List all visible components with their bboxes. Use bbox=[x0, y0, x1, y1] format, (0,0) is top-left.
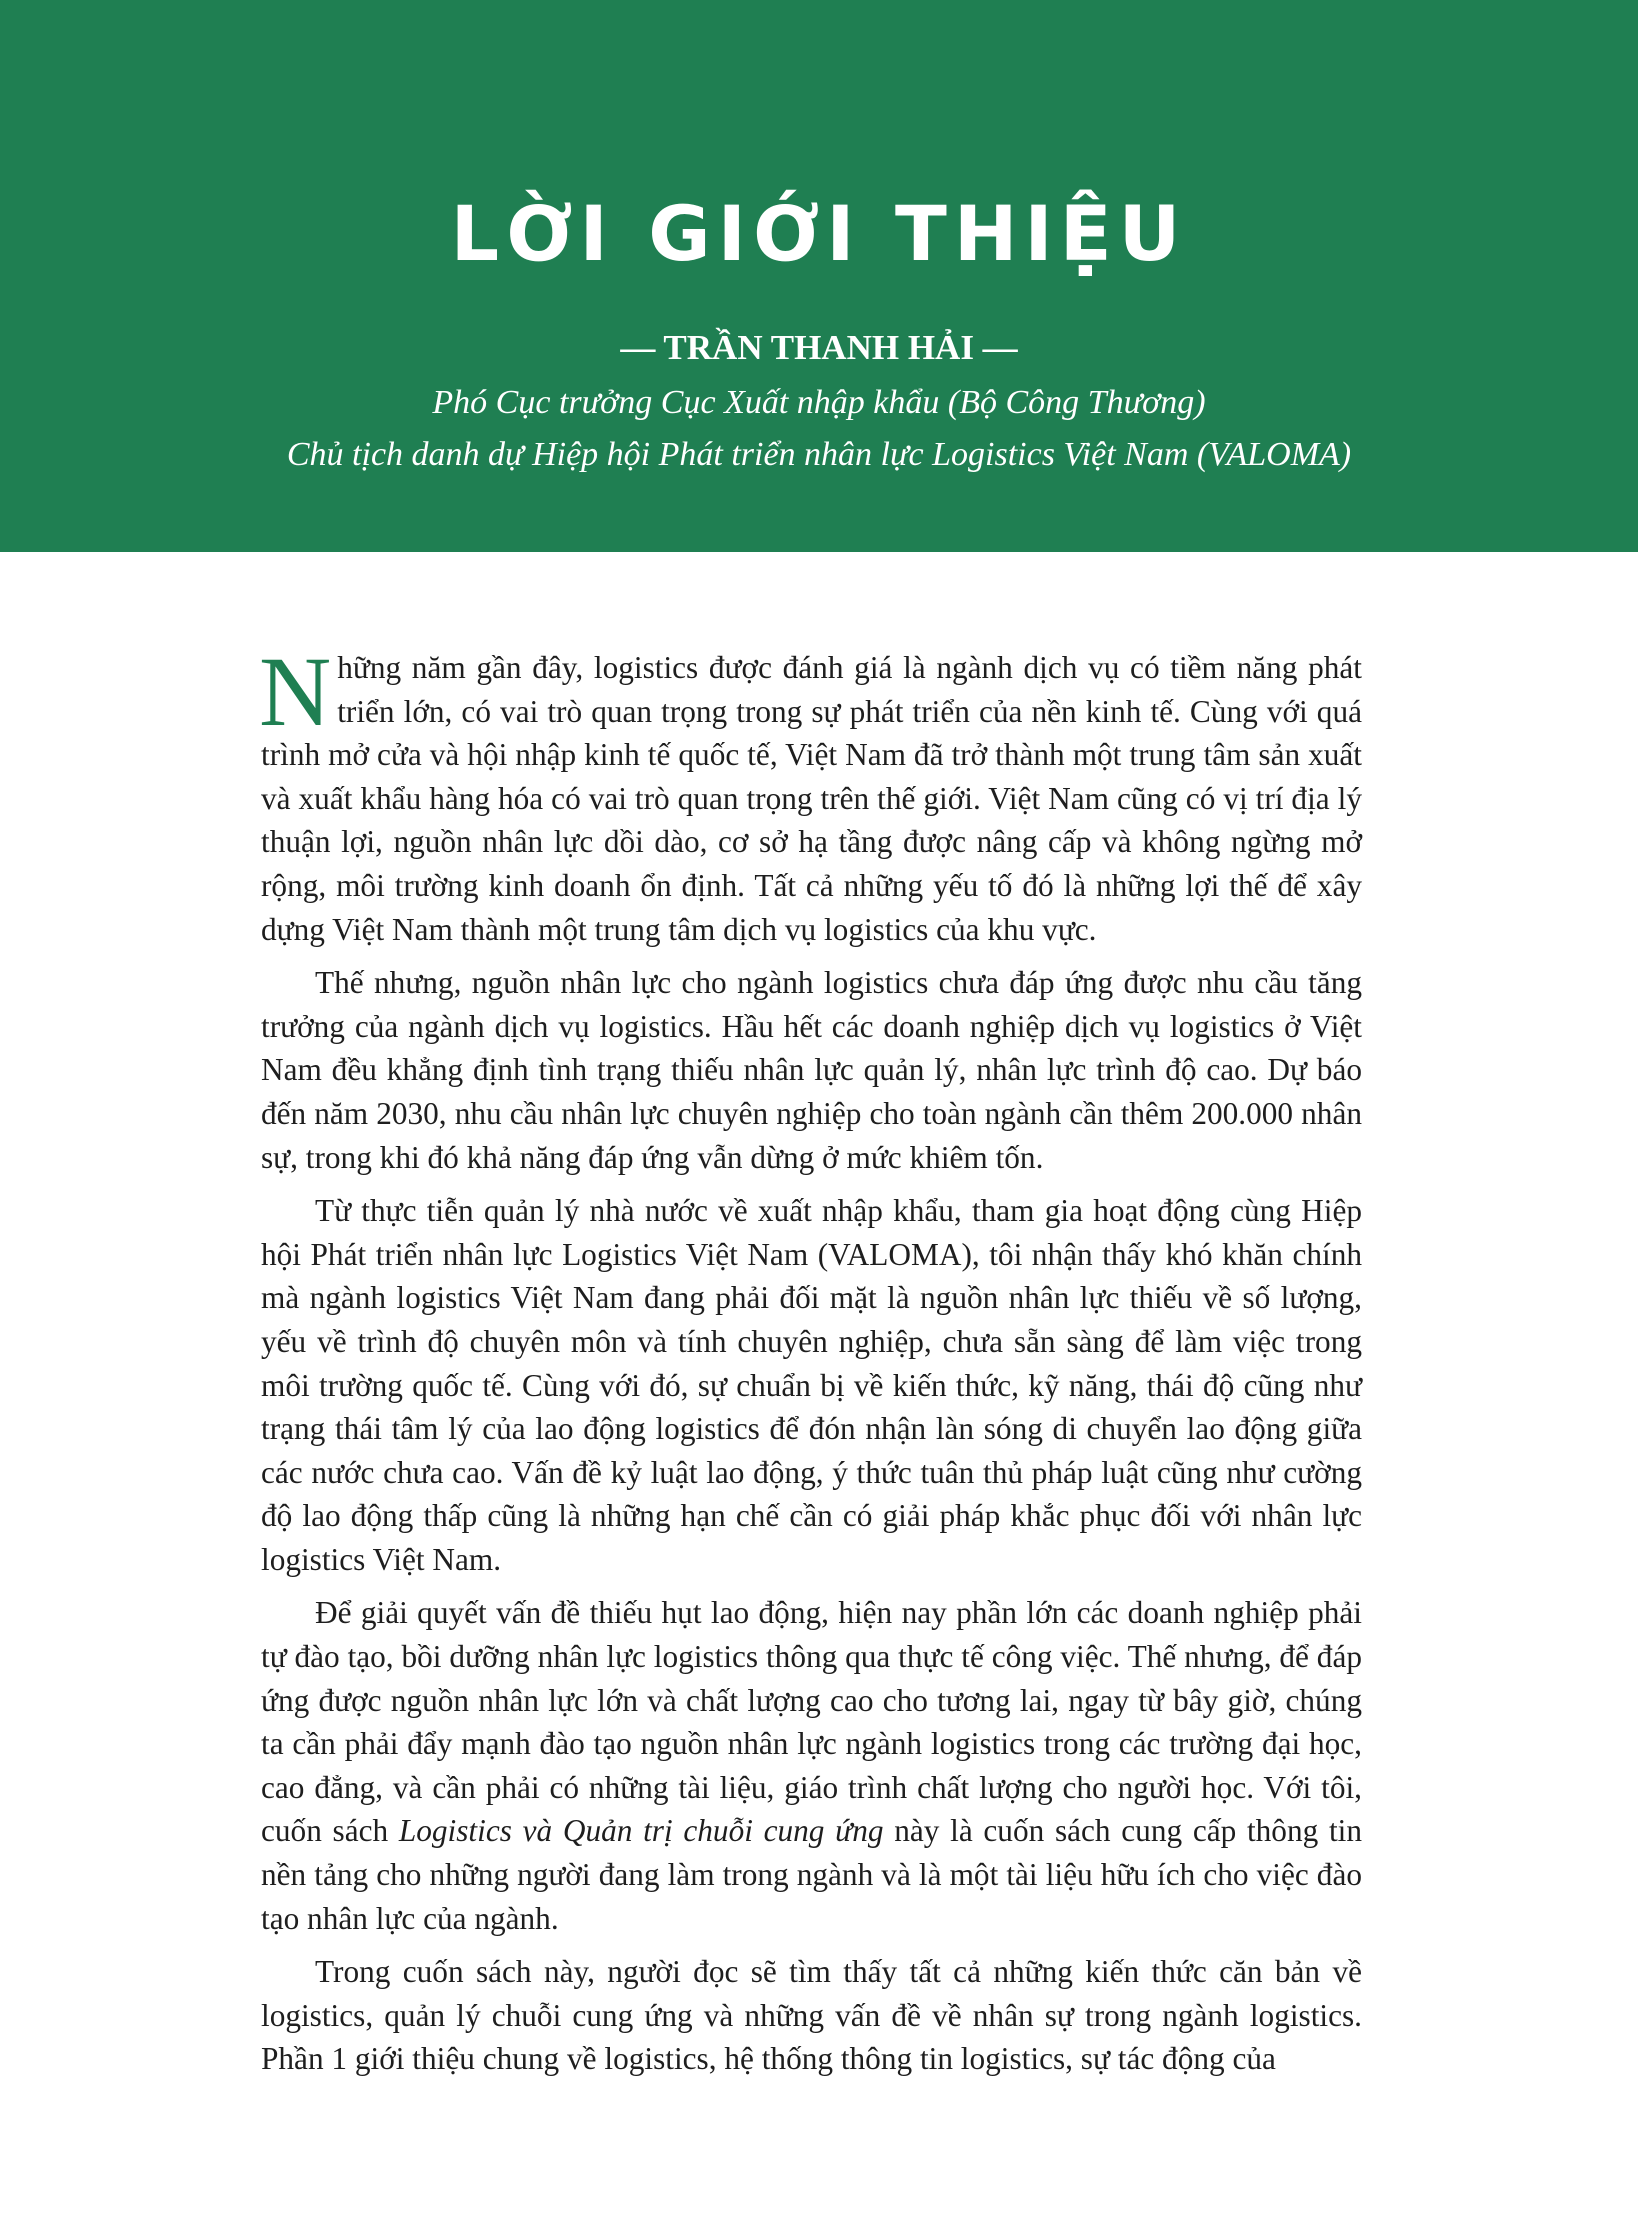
author-role-line-2: Chủ tịch danh dự Hiệp hội Phát triển nhân lực Logistics Việt Nam (VALOMA) bbox=[286, 436, 1352, 473]
paragraph-3: Từ thực tiễn quản lý nhà nước về xuất nhập khẩu, tham gia hoạt động cùng Hiệp hội Phát triển nhân lực Logistics Việt Nam (VALOMA), tôi nhận thấy khó khăn chính mà ngành logistics Việt Nam đang phải đối mặt là nguồn nhân lực thiếu về số lượng, yếu về trình độ chuyên môn và tính chuyên nghiệp, chưa sẵn sàng để làm việc trong môi trường quốc tế. Cùng với đó, sự chuẩn bị về kiến thức, kỹ năng, thái độ cũng như trạng thái tâm lý của lao động logistics để đón nhận làn sóng di chuyển lao động giữa các nước chưa cao. Vấn đề kỷ luật lao động, ý thức tuân thủ pháp luật cũng như cường độ lao động thấp cũng là những hạn chế cần có giải pháp khắc phục đối với nhân lực logistics Việt Nam. bbox=[261, 1193, 1362, 1577]
paragraph-5: Trong cuốn sách này, người đọc sẽ tìm thấy tất cả những kiến thức căn bản về logistics, quản lý chuỗi cung ứng và những vấn đề về nhân sự trong ngành logistics. Phần 1 giới thiệu chung về logistics, hệ thống thông tin logistics, sự tác động của bbox=[261, 1954, 1362, 2077]
author-name: — TRẦN THANH HẢI — bbox=[620, 328, 1018, 367]
header-banner bbox=[0, 0, 1638, 552]
paragraph-4-text-b: này là cuốn sách cung cấp thông tin nền tảng cho những người đang làm trong ngành và là một tài liệu hữu ích cho việc đào tạo nhân lực của ngành. bbox=[261, 1813, 1362, 1936]
drop-cap: N bbox=[259, 636, 332, 747]
paragraph-4 bbox=[261, 1591, 1362, 1940]
page-title: LỜI GIỚI THIỆU bbox=[450, 189, 1188, 278]
paragraph-1 bbox=[259, 636, 1362, 951]
author-role-line-1: Phó Cục trưởng Cục Xuất nhập khẩu (Bộ Công Thương) bbox=[432, 384, 1206, 421]
paragraph-2: Thế nhưng, nguồn nhân lực cho ngành logistics chưa đáp ứng được nhu cầu tăng trưởng của ngành dịch vụ logistics. Hầu hết các doanh nghiệp dịch vụ logistics ở Việt Nam đều khẳng định tình trạng thiếu nhân lực quản lý, nhân lực trình độ cao. Dự báo đến năm 2030, nhu cầu nhân lực chuyên nghiệp cho toàn ngành cần thêm 200.000 nhân sự, trong khi đó khả năng đáp ứng vẫn dừng ở mức khiêm tốn. bbox=[261, 965, 1362, 1175]
body-text bbox=[259, 636, 1362, 2091]
paragraph-1-text: hững năm gần đây, logistics được đánh giá là ngành dịch vụ có tiềm năng phát triển lớn, có vai trò quan trọng trong sự phát triển của nền kinh tế. Cùng với quá trình mở cửa và hội nhập kinh tế quốc tế, Việt Nam đã trở thành một trung tâm sản xuất và xuất khẩu hàng hóa có vai trò quan trọng trên thế giới. Việt Nam cũng có vị trí địa lý thuận lợi, nguồn nhân lực dồi dào, cơ sở hạ tầng được nâng cấp và không ngừng mở rộng, môi trường kinh doanh ổn định. Tất cả những yếu tố đó là những lợi thế để xây dựng Việt Nam thành một trung tâm dịch vụ logistics của khu vực. bbox=[261, 650, 1362, 947]
book-title: Logistics và Quản trị chuỗi cung ứng bbox=[398, 1813, 884, 1849]
paragraph-4-text-a: Để giải quyết vấn đề thiếu hụt lao động, hiện nay phần lớn các doanh nghiệp phải tự đào tạo, bồi dưỡng nhân lực logistics thông qua thực tế công việc. Thế nhưng, để đáp ứng được nguồn nhân lực lớn và chất lượng cao cho tương lai, ngay từ bây giờ, chúng ta cần phải đẩy mạnh đào tạo nguồn nhân lực ngành logistics trong các trường đại học, cao đẳng, và cần phải có những tài liệu, giáo trình chất lượng cho người học. Với tôi, cuốn sách bbox=[261, 1595, 1362, 1849]
